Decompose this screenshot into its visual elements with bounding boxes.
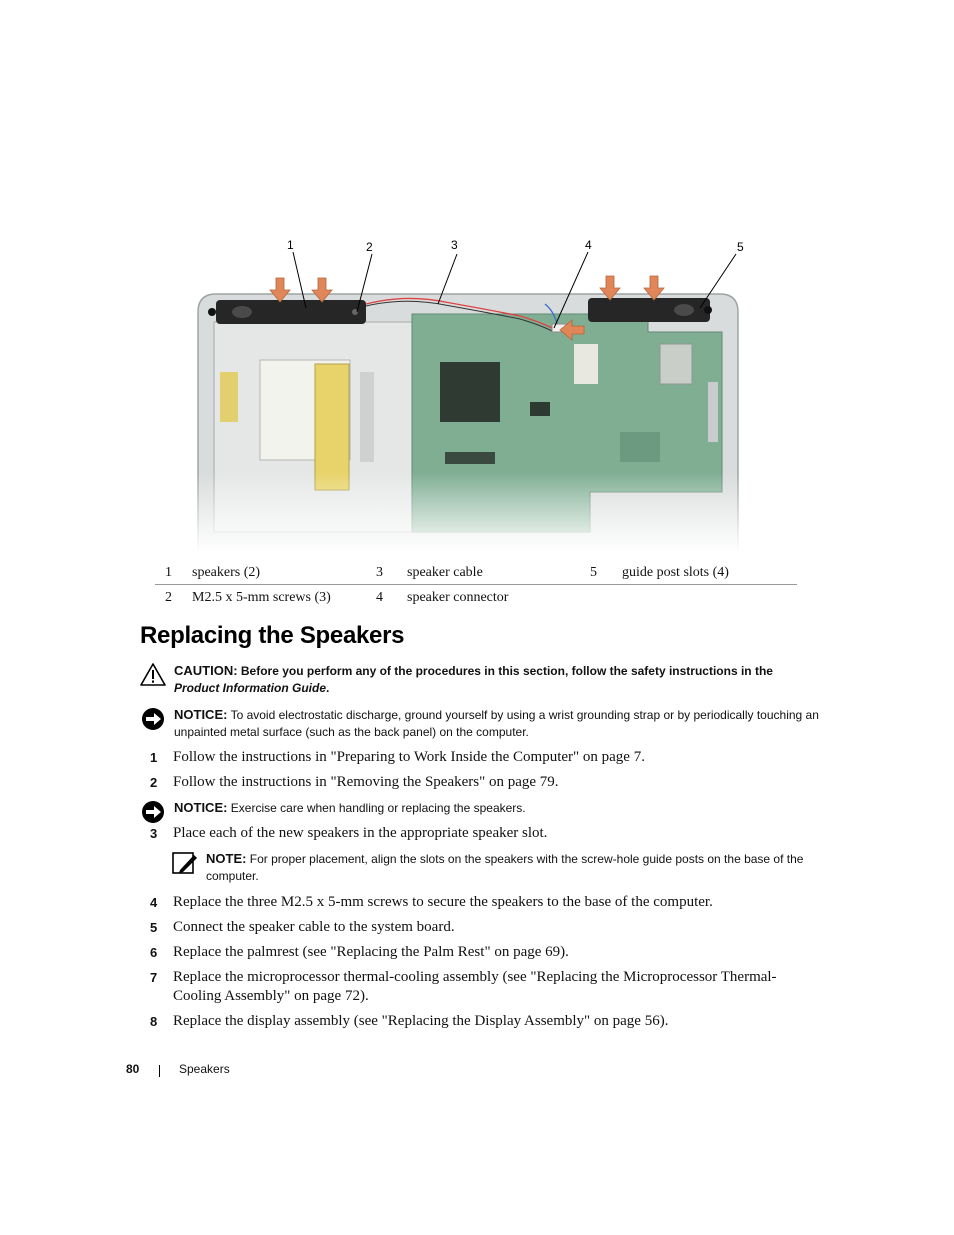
- computer-base-drawing: [190, 232, 750, 552]
- callout-3: 3: [451, 238, 458, 252]
- legend-row: [155, 585, 797, 609]
- legend-number: 4: [376, 590, 383, 605]
- step-text: Replace the three M2.5 x 5-mm screws to secure the speakers to the base of the computer.: [173, 894, 713, 910]
- note-pencil-icon: [172, 850, 198, 876]
- footer-divider: [159, 1065, 160, 1077]
- step-number: 5: [150, 920, 158, 935]
- page-number: 80: [126, 1062, 140, 1076]
- step-item: [140, 1012, 820, 1031]
- step-item: [140, 824, 820, 843]
- note-text: [206, 850, 820, 885]
- notice-hand-icon: [140, 706, 166, 732]
- speaker-installation-illustration: [190, 232, 750, 552]
- callout-1: 1: [287, 238, 294, 252]
- notice-block: [140, 706, 820, 741]
- step-number: 1: [150, 750, 158, 765]
- notice-body: To avoid electrostatic discharge, ground yourself by using a wrist grounding strap or by periodically touching an unpainted metal surface (such as the back panel) on the computer.: [174, 708, 819, 739]
- callout-4: 4: [585, 238, 592, 252]
- note-block: [172, 850, 820, 885]
- note-body: For proper placement, align the slots on the speakers with the screw-hole guide posts on the base of the computer.: [206, 852, 804, 883]
- notice-label: NOTICE:: [174, 800, 228, 815]
- step-text: Replace the microprocessor thermal-cooling assembly (see "Replacing the Microprocessor Thermal-Cooling Assembly" on page 72).: [173, 969, 777, 1004]
- callout-5: 5: [737, 240, 744, 254]
- legend-text: speakers (2): [192, 565, 261, 580]
- step-text: Replace the palmrest (see "Replacing the Palm Rest" on page 69).: [173, 944, 569, 960]
- step-item: [140, 918, 820, 937]
- notice-body: Exercise care when handling or replacing the speakers.: [230, 801, 526, 815]
- legend-text: speaker connector: [407, 590, 509, 605]
- caution-body: Before you perform any of the procedures in this section, follow the safety instructions in the: [240, 664, 773, 678]
- caution-guide-title: Product Information Guide: [174, 681, 326, 695]
- notice-hand-icon: [140, 799, 166, 825]
- legend-number: 3: [376, 565, 383, 580]
- step-text: Follow the instructions in "Removing the Speakers" on page 79.: [173, 774, 559, 790]
- notice-text: [174, 799, 820, 817]
- figure-legend-table: [155, 560, 797, 609]
- page-footer: [126, 1062, 230, 1076]
- legend-text: speaker cable: [407, 565, 483, 580]
- notice-label: NOTICE:: [174, 707, 228, 722]
- legend-number: 2: [165, 590, 172, 605]
- step-number: 2: [150, 775, 158, 790]
- legend-number: 1: [165, 565, 172, 580]
- caution-text: [174, 662, 820, 697]
- step-text: Place each of the new speakers in the appropriate speaker slot.: [173, 825, 548, 841]
- step-item: [140, 943, 820, 962]
- step-number: 4: [150, 895, 158, 910]
- step-text: Replace the display assembly (see "Replacing the Display Assembly" on page 56).: [173, 1013, 669, 1029]
- caution-label: CAUTION:: [174, 663, 238, 678]
- callout-2: 2: [366, 240, 373, 254]
- step-number: 6: [150, 945, 158, 960]
- legend-text: M2.5 x 5-mm screws (3): [192, 590, 331, 605]
- step-number: 7: [150, 970, 158, 985]
- step-item: [140, 968, 820, 1006]
- step-text: Follow the instructions in "Preparing to Work Inside the Computer" on page 7.: [173, 749, 645, 765]
- legend-text: guide post slots (4): [622, 565, 729, 580]
- step-number: 3: [150, 826, 158, 841]
- step-number: 8: [150, 1014, 158, 1029]
- legend-number: 5: [590, 565, 597, 580]
- notice-block: [140, 799, 820, 817]
- note-label: NOTE:: [206, 851, 247, 866]
- notice-text: [174, 706, 820, 741]
- step-text: Connect the speaker cable to the system board.: [173, 919, 455, 935]
- warning-triangle-icon: [140, 662, 166, 688]
- step-item: [140, 893, 820, 912]
- legend-row: [155, 560, 797, 585]
- caution-period: .: [326, 681, 330, 695]
- section-name: Speakers: [179, 1062, 230, 1076]
- step-item: [140, 748, 820, 767]
- step-item: [140, 773, 820, 792]
- caution-block: [140, 662, 820, 697]
- page-title: Replacing the Speakers: [140, 622, 405, 649]
